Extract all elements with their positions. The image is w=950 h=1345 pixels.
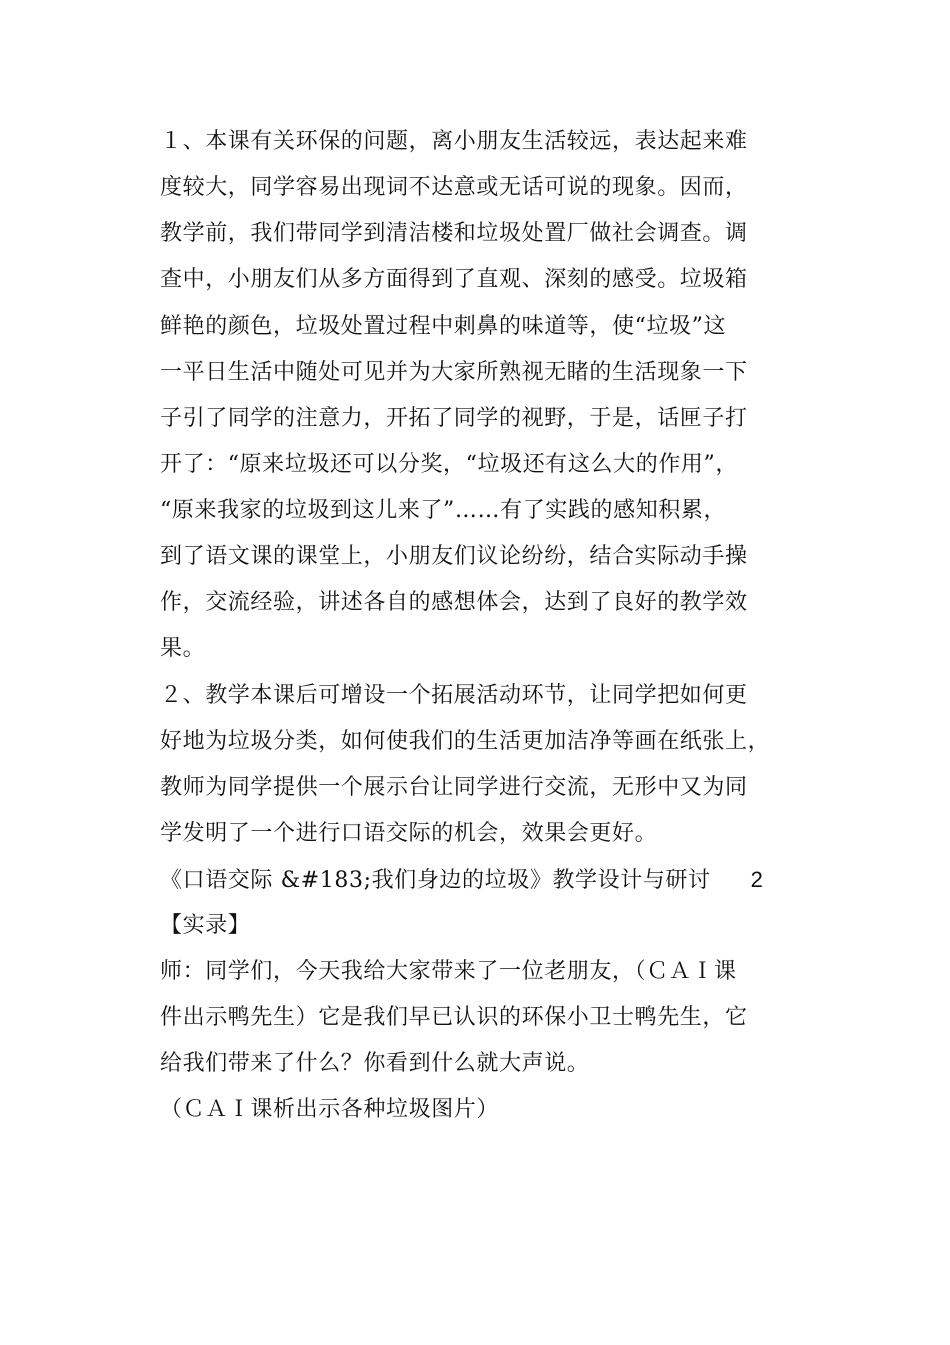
paragraph-line: 好地为垃圾分类，如何使我们的生活更加洁净等画在纸张上，	[160, 729, 771, 754]
record-line: 件出示鸭先生）它是我们早已认识的环保小卫士鸭先生，它	[160, 1005, 748, 1030]
record-line: 师：同学们，今天我给大家带来了一位老朋友，（ＣＡＩ课	[160, 959, 737, 984]
paragraph-line: 一平日生活中随处可见并为大家所熟视无睹的生活现象一下	[160, 360, 748, 385]
paragraph-line: 子引了同学的注意力，开拓了同学的视野，于是，话匣子打	[160, 406, 748, 431]
paragraph-line: 教学前，我们带同学到清洁楼和垃圾处置厂做社会调查。调	[160, 221, 748, 246]
paragraph-line: １、本课有关环保的问题，离小朋友生活较远，表达起来难	[160, 129, 748, 154]
paragraph-line: 学发明了一个进行口语交际的机会，效果会更好。	[160, 821, 658, 846]
paragraph-line: 开了：“原来垃圾还可以分奖，“垃圾还有这么大的作用”，	[160, 452, 738, 477]
paragraph-line: “原来我家的垃圾到这儿来了”……有了实践的感知积累，	[160, 498, 727, 523]
paragraph-line: 果。	[160, 636, 206, 661]
section-number: 2	[750, 867, 764, 892]
record-line: （ＣＡＩ课析出示各种垃圾图片）	[160, 1097, 500, 1122]
section-title-text: 《口语交际 &#183;我们身边的垃圾》教学设计与研讨	[160, 868, 711, 893]
paragraph-line: 度较大，同学容易出现词不达意或无话可说的现象。因而，	[160, 175, 748, 200]
paragraph-line: 教师为同学提供一个展示台让同学进行交流，无形中又为同	[160, 775, 748, 800]
record-heading: 【实录】	[160, 913, 251, 938]
record-line: 给我们带来了什么？你看到什么就大声说。	[160, 1051, 590, 1076]
paragraph-line: ２、教学本课后可增设一个拓展活动环节，让同学把如何更	[160, 683, 748, 708]
paragraph-line: 到了语文课的课堂上，小朋友们议论纷纷，结合实际动手操	[160, 544, 748, 569]
paragraph-line: 查中，小朋友们从多方面得到了直观、深刻的感受。垃圾箱	[160, 267, 748, 292]
paragraph-line: 作，交流经验，讲述各自的感想体会，达到了良好的教学效	[160, 590, 748, 615]
paragraph-line: 鲜艳的颜色，垃圾处置过程中刺鼻的味道等，使“垃圾”这	[160, 314, 727, 339]
section-title	[160, 865, 763, 896]
